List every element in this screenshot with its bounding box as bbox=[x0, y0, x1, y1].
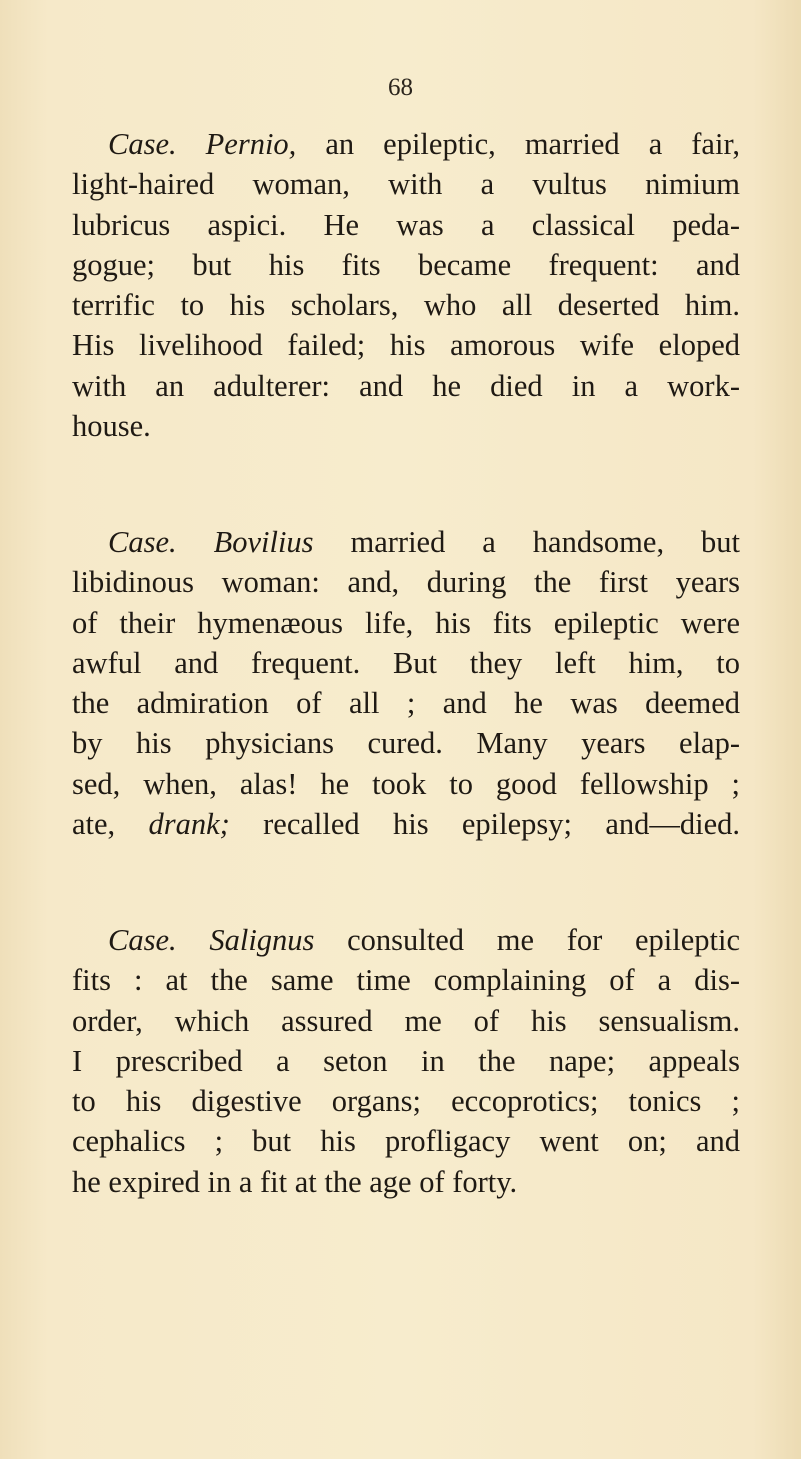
paragraph-salignus bbox=[72, 920, 740, 1202]
patient-name: Bovilius bbox=[213, 525, 314, 559]
text-line: by his physicians cured. Many years elap- bbox=[72, 726, 740, 761]
text-line: sed, when, alas! he took to good fellowship ; bbox=[72, 766, 740, 801]
text-line: terrific to his scholars, who all deserted him. bbox=[72, 288, 740, 323]
text-line: he expired in a fit at the age of forty. bbox=[72, 1164, 518, 1199]
case-label: Case. bbox=[108, 923, 177, 957]
text-line bbox=[72, 804, 740, 844]
text-line: of their hymenæous life, his fits epileptic were bbox=[72, 605, 740, 640]
text-run: ate, bbox=[72, 807, 149, 842]
text-line: I prescribed a seton in the nape; appeals bbox=[72, 1043, 740, 1078]
text-line: awful and frequent. But they left him, to bbox=[72, 645, 740, 680]
patient-name: Salignus bbox=[209, 923, 315, 957]
text-line: the admiration of all ; and he was deemed bbox=[72, 686, 740, 721]
text-line: gogue; but his fits became frequent: and bbox=[72, 247, 740, 282]
text-line: libidinous woman: and, during the first years bbox=[72, 565, 740, 600]
text-line: house. bbox=[72, 409, 151, 444]
text-line: His livelihood failed; his amorous wife eloped bbox=[72, 328, 740, 363]
text-line: to his digestive organs; eccoprotics; tonics ; bbox=[72, 1084, 740, 1119]
text-run: consulted me for epileptic bbox=[314, 923, 740, 957]
patient-name: Pernio, bbox=[205, 127, 297, 161]
text-run: married a handsome, but bbox=[313, 525, 740, 559]
case-label: Case. bbox=[108, 525, 177, 559]
text-run: an epileptic, married a fair, bbox=[296, 127, 741, 161]
text-line: order, which assured me of his sensualism. bbox=[72, 1003, 740, 1038]
paragraph-pernio bbox=[72, 124, 740, 446]
text-line: lubricus aspici. He was a classical peda- bbox=[72, 207, 740, 242]
paragraph-bovilius bbox=[72, 522, 740, 844]
text-line bbox=[72, 522, 740, 562]
case-label: Case. bbox=[108, 127, 177, 161]
text-line bbox=[72, 920, 740, 960]
italic-word: drank; bbox=[148, 807, 230, 842]
text-line: with an adulterer: and he died in a work- bbox=[72, 368, 740, 403]
text-line: fits : at the same time complaining of a dis- bbox=[72, 963, 740, 998]
text-line: cephalics ; but his profligacy went on; and bbox=[72, 1124, 740, 1159]
text-line bbox=[72, 124, 740, 164]
text-run: recalled his epilepsy; and—died. bbox=[229, 807, 740, 842]
text-line: light-haired woman, with a vultus nimium bbox=[72, 167, 740, 202]
page-number: 68 bbox=[388, 74, 413, 101]
